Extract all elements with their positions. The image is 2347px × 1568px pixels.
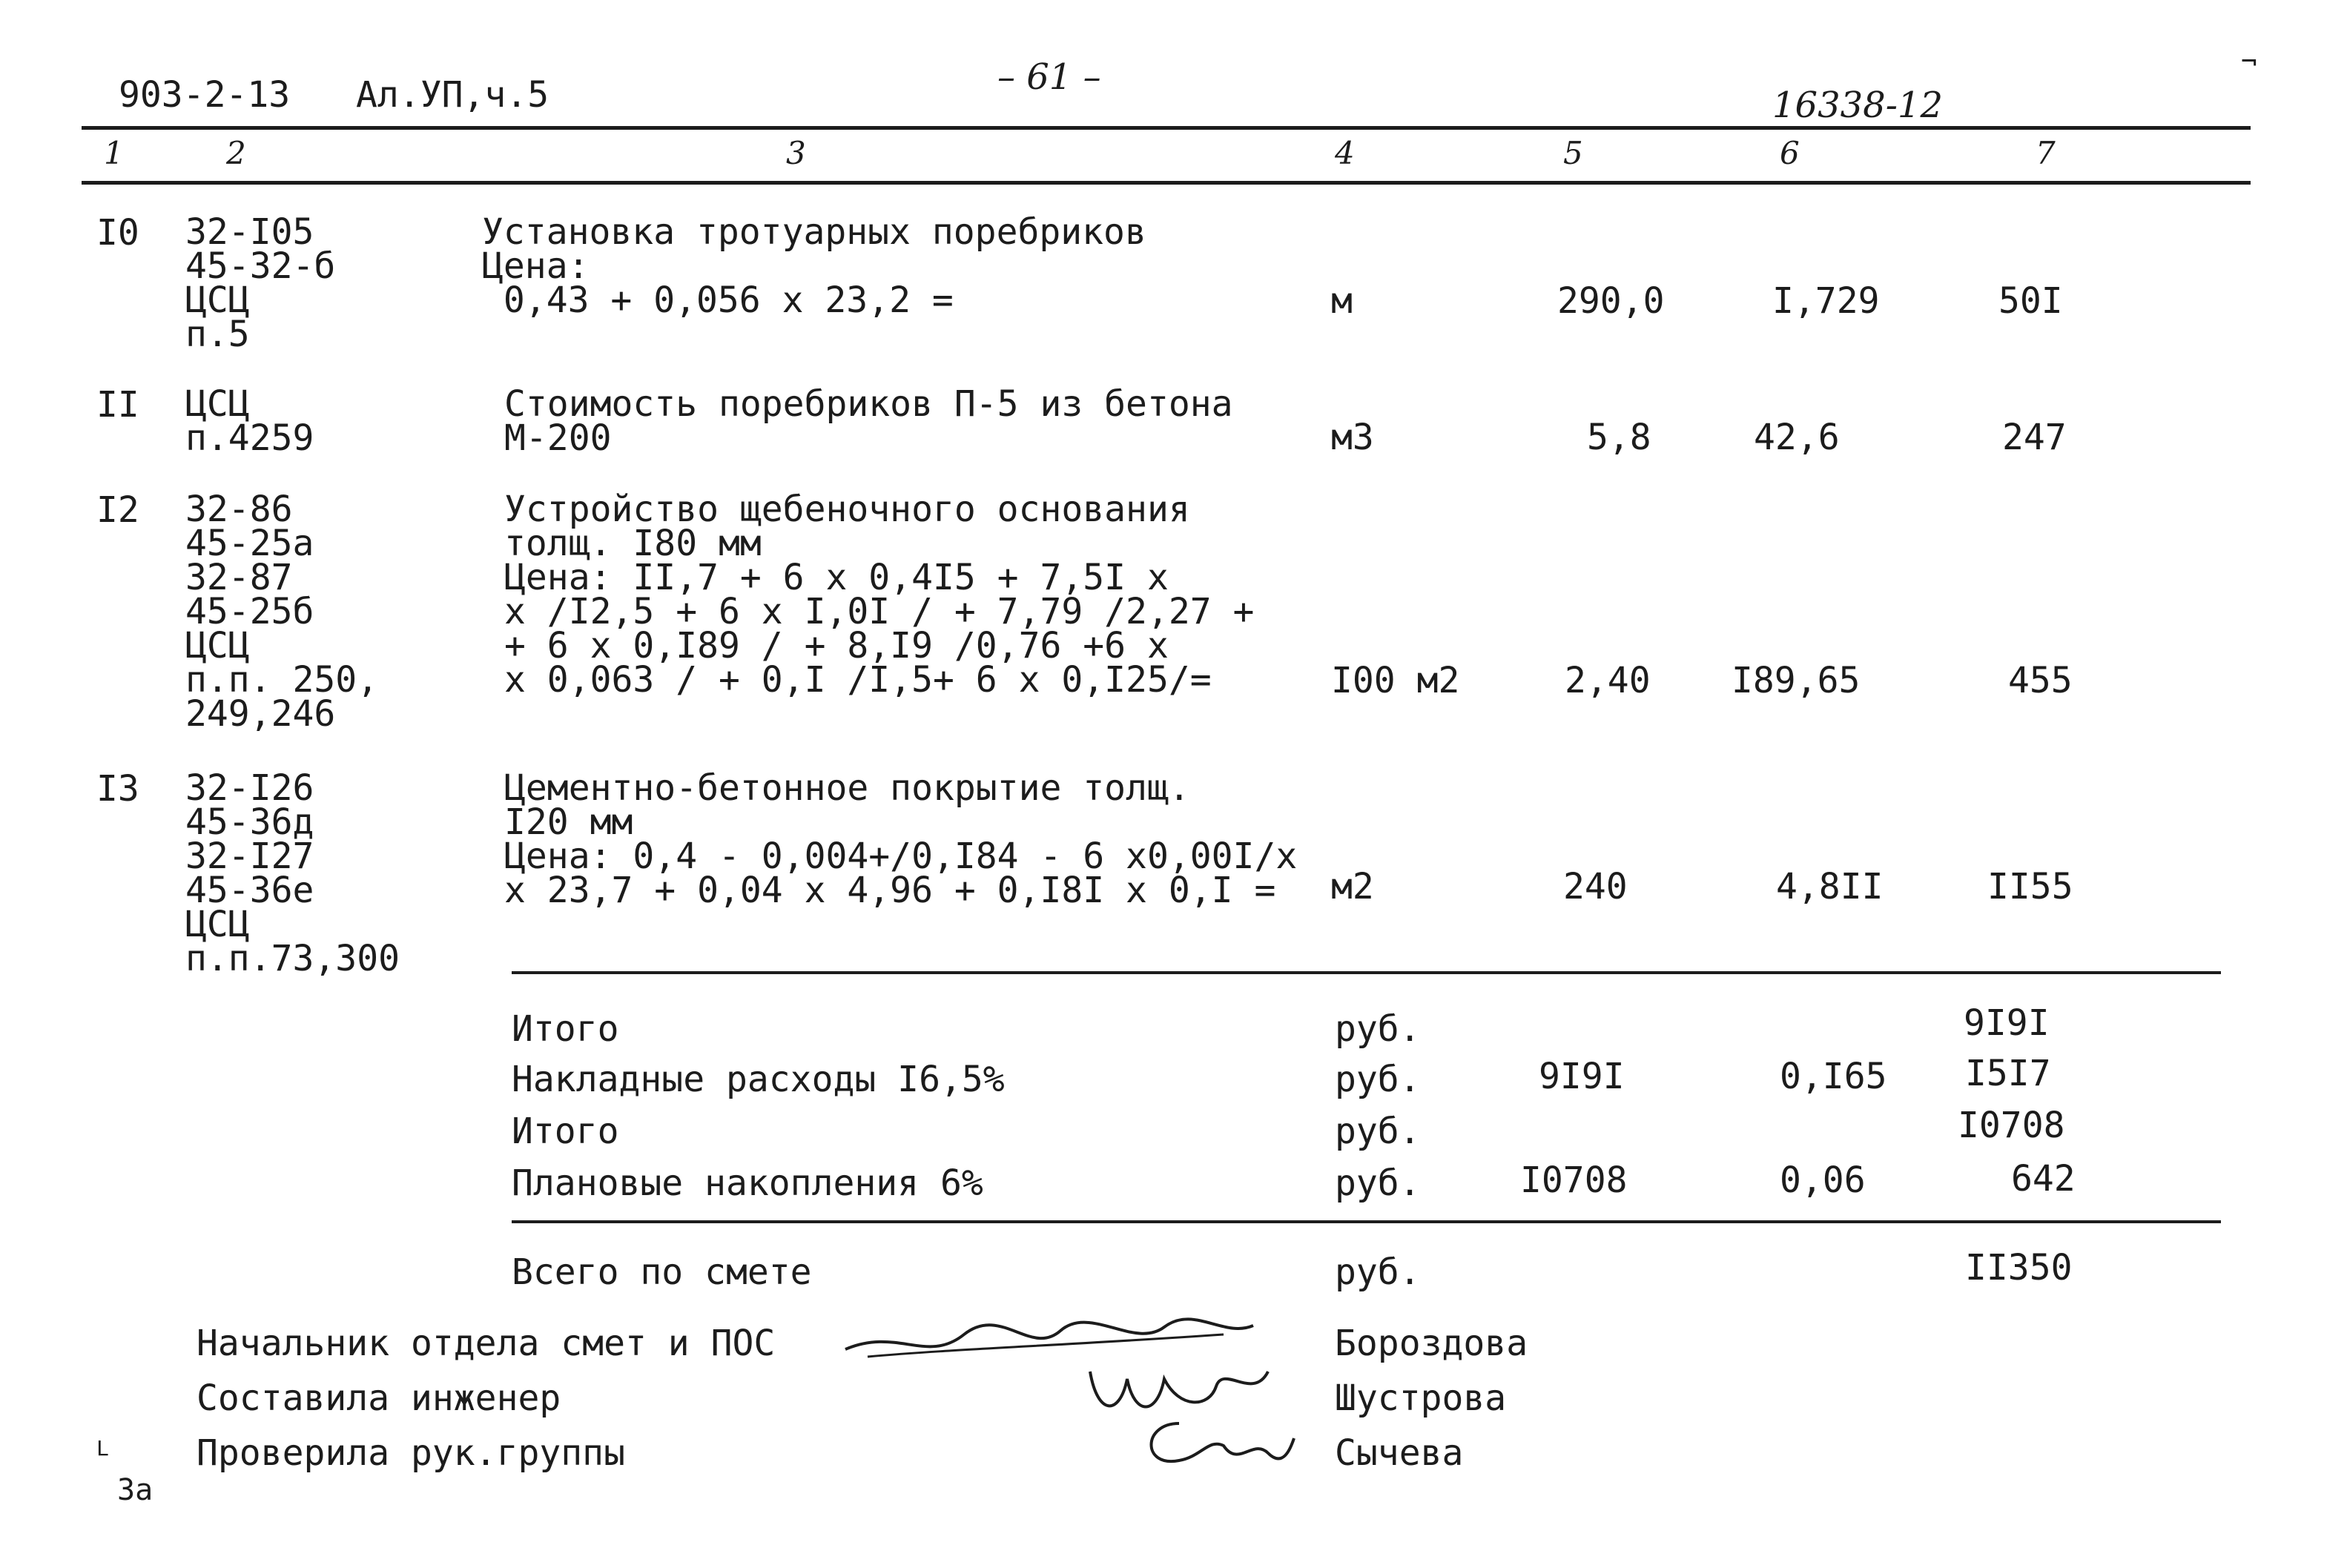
column-header-4: 4 bbox=[1335, 135, 1355, 171]
signatory-name: Бороздова bbox=[1335, 1323, 1528, 1364]
totals-value: I5I7 bbox=[1965, 1053, 2051, 1094]
totals-label: Плановые накопления 6% bbox=[512, 1162, 983, 1204]
totals-base: 9I9I bbox=[1539, 1056, 1625, 1097]
column-header-1: 1 bbox=[104, 135, 124, 171]
column-header-3: 3 bbox=[786, 135, 806, 171]
row-number: I0 bbox=[96, 212, 139, 254]
row-quantity: 240 bbox=[1563, 866, 1628, 907]
totals-rate: 0,06 bbox=[1780, 1160, 1866, 1201]
archive-number: 16338-12 bbox=[1772, 85, 1943, 126]
row-number: I2 bbox=[96, 489, 139, 531]
signatory-name: Сычева bbox=[1335, 1432, 1464, 1474]
row-code: 32-86 45-25а 32-87 45-25б ЦСЦ п.п. 250, 249,246 bbox=[185, 489, 379, 735]
row-unit: м bbox=[1331, 280, 1353, 322]
grand-total-unit: руб. bbox=[1335, 1251, 1421, 1293]
row-total: II55 bbox=[1987, 866, 2073, 907]
footer-code: 3а bbox=[117, 1473, 154, 1507]
row-description: Установка тротуарных поребриков Цена: 0,43 + 0,056 x 23,2 = bbox=[482, 211, 1146, 321]
column-header-2: 2 bbox=[226, 135, 246, 171]
album-reference: Ал.УП,ч.5 bbox=[356, 74, 549, 116]
row-unit: м3 bbox=[1331, 417, 1374, 458]
grand-total-value: II350 bbox=[1965, 1247, 2073, 1289]
signature-role: Начальник отдела смет и ПОС bbox=[197, 1323, 776, 1364]
totals-unit: руб. bbox=[1335, 1162, 1421, 1204]
row-description: Стоимость поребриков П-5 из бетона М-200 bbox=[504, 383, 1233, 459]
row-description: Цементно-бетонное покрытие толщ. I20 мм Цена: 0,4 - 0,004+/0,I84 - 6 x0,00I/x x 23,7 + 0,04 x 4,96 + 0,I8I x 0,I = bbox=[504, 767, 1298, 911]
row-quantity: 2,40 bbox=[1565, 660, 1651, 701]
signature-role: Проверила рук.группы bbox=[197, 1432, 625, 1474]
row-unit: м2 bbox=[1331, 866, 1374, 907]
handwritten-signature bbox=[1135, 1409, 1298, 1475]
row-code: 32-I05 45-32-б ЦСЦ п.5 bbox=[185, 211, 336, 355]
row-quantity: 5,8 bbox=[1587, 417, 1651, 458]
row-unit-price: I,729 bbox=[1772, 280, 1880, 322]
header-top-rule bbox=[82, 126, 2251, 130]
row-total: 50I bbox=[1998, 280, 2063, 322]
row-code: 32-I26 45-36д 32-I27 45-36е ЦСЦ п.п.73,300 bbox=[185, 767, 400, 979]
page-number: – 61 – bbox=[997, 56, 1101, 98]
column-header-6: 6 bbox=[1780, 135, 1800, 171]
row-total: 455 bbox=[2008, 660, 2073, 701]
signature-role: Составила инженер bbox=[197, 1377, 561, 1419]
totals-unit: руб. bbox=[1335, 1008, 1421, 1050]
totals-unit: руб. bbox=[1335, 1111, 1421, 1152]
grand-total-label: Всего по смете bbox=[512, 1251, 812, 1293]
doc-code: 903-2-13 bbox=[119, 74, 291, 116]
row-code: ЦСЦ п.4259 bbox=[185, 383, 314, 459]
footer-left-mark: L bbox=[96, 1436, 109, 1461]
totals-value: 9I9I bbox=[1964, 1002, 2050, 1044]
row-unit: I00 м2 bbox=[1331, 660, 1460, 701]
totals-label: Итого bbox=[512, 1008, 619, 1050]
totals-value: I0708 bbox=[1958, 1105, 2065, 1146]
header-bottom-rule bbox=[82, 181, 2251, 185]
column-header-5: 5 bbox=[1563, 135, 1583, 171]
row-unit-price: 42,6 bbox=[1754, 417, 1840, 458]
column-header-7: 7 bbox=[2036, 135, 2056, 171]
totals-value: 642 bbox=[2011, 1158, 2076, 1200]
totals-top-rule bbox=[512, 971, 2221, 974]
row-number: II bbox=[96, 384, 139, 426]
totals-base: I0708 bbox=[1520, 1160, 1628, 1201]
totals-rate: 0,I65 bbox=[1780, 1056, 1887, 1097]
totals-label: Итого bbox=[512, 1111, 619, 1152]
corner-mark: ¬ bbox=[2241, 47, 2257, 77]
totals-label: Накладные расходы I6,5% bbox=[512, 1059, 1005, 1100]
totals-bottom-rule bbox=[512, 1220, 2221, 1223]
row-unit-price: I89,65 bbox=[1732, 660, 1861, 701]
row-number: I3 bbox=[96, 768, 139, 810]
totals-unit: руб. bbox=[1335, 1059, 1421, 1100]
row-total: 247 bbox=[2002, 417, 2067, 458]
row-quantity: 290,0 bbox=[1557, 280, 1665, 322]
row-description: Устройство щебеночного основания толщ. I80 мм Цена: II,7 + 6 x 0,4I5 + 7,5I x x /I2,5 + 6 x I,0I / + 7,79 /2,27 + + 6 x 0,I89 / + 8,I9 /0,76 +6 x x 0,063 / + 0,I /I,5+ 6 x 0,I25/= bbox=[504, 489, 1255, 701]
signatory-name: Шустрова bbox=[1335, 1377, 1507, 1419]
row-unit-price: 4,8II bbox=[1776, 866, 1884, 907]
